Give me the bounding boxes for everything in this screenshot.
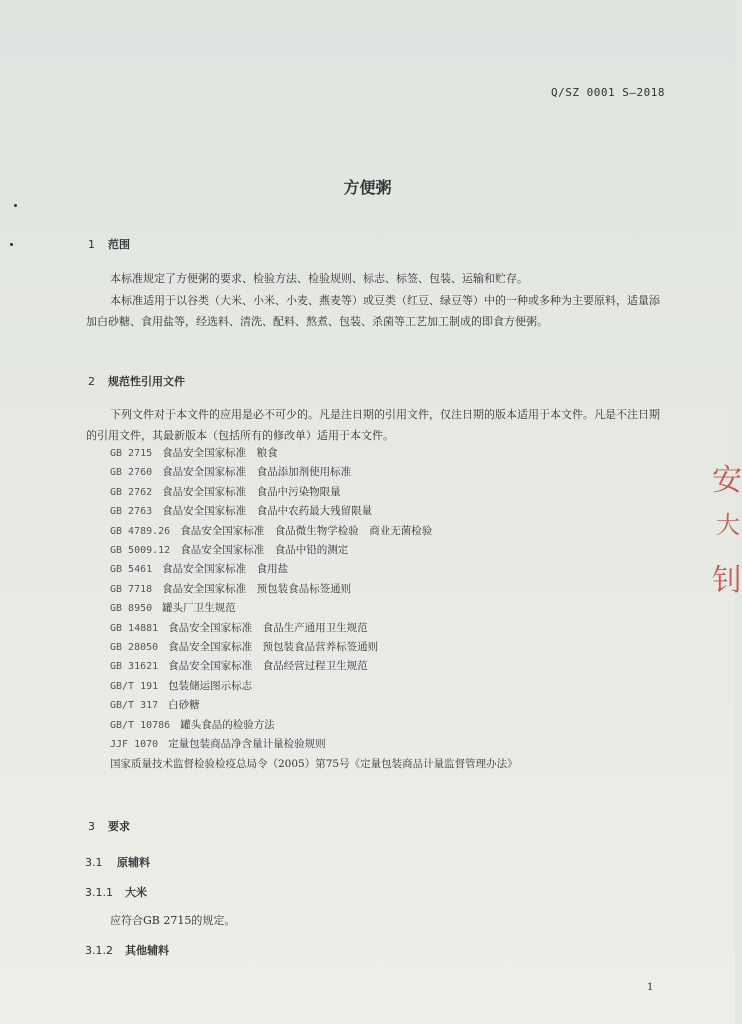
reference-title: 食品安全国家标准 食品添加剂使用标准 bbox=[162, 466, 352, 479]
reference-item bbox=[110, 522, 518, 541]
reference-item bbox=[110, 755, 518, 774]
reference-code: GB 2715 bbox=[110, 448, 153, 459]
red-seal-stamp bbox=[710, 455, 740, 605]
section-2-heading bbox=[88, 373, 185, 389]
reference-item bbox=[110, 483, 518, 502]
reference-code: GB/T 317 bbox=[110, 700, 159, 712]
reference-title: 白砂糖 bbox=[168, 699, 200, 712]
reference-title: 食品安全国家标准 食品微生物学检验 商业无菌检验 bbox=[180, 524, 433, 537]
reference-code: GB 2762 bbox=[110, 486, 153, 498]
reference-item bbox=[110, 735, 518, 754]
section-number: 3 bbox=[88, 820, 95, 833]
reference-title: 食品安全国家标准 预包装食品营养标签通则 bbox=[168, 641, 379, 654]
reference-item bbox=[110, 638, 518, 657]
reference-code: GB/T 10786 bbox=[110, 719, 171, 731]
scan-speck bbox=[10, 243, 13, 246]
reference-title: 罐头厂卫生规范 bbox=[162, 602, 236, 615]
reference-title: 定量包装商品净含量计量检验规则 bbox=[168, 738, 326, 751]
reference-code: GB 5009.12 bbox=[110, 545, 171, 557]
reference-title: 食品安全国家标准 食品中污染物限量 bbox=[162, 485, 341, 498]
reference-code: GB 28050 bbox=[110, 642, 159, 654]
section-3-1-2-heading bbox=[85, 942, 169, 958]
reference-title: 食品安全国家标准 食用盐 bbox=[162, 563, 289, 576]
reference-title: 食品安全国家标准 粮食 bbox=[162, 447, 278, 459]
section-number: 3.1.2 bbox=[85, 944, 113, 957]
section-title: 原辅料 bbox=[117, 856, 150, 869]
reference-title: 食品安全国家标准 食品中铅的测定 bbox=[180, 544, 349, 557]
reference-title: 国家质量技术监督检验检疫总局令（2005）第75号《定量包装商品计量监督管理办法》 bbox=[110, 757, 518, 770]
reference-item bbox=[110, 657, 518, 676]
reference-title: 包装储运图示标志 bbox=[168, 679, 253, 692]
reference-code: GB/T 191 bbox=[110, 680, 159, 692]
reference-title: 罐头食品的检验方法 bbox=[180, 718, 275, 731]
section-number: 1 bbox=[88, 238, 95, 251]
reference-item bbox=[110, 444, 518, 463]
page-number: 1 bbox=[647, 982, 654, 993]
reference-title: 食品安全国家标准 食品生产通用卫生规范 bbox=[168, 621, 368, 634]
reference-item bbox=[110, 599, 518, 618]
section-title: 大米 bbox=[125, 886, 147, 899]
section-number: 3.1 bbox=[85, 856, 103, 869]
section-3-heading bbox=[88, 818, 130, 834]
reference-code: GB 5461 bbox=[110, 564, 153, 576]
reference-code: GB 14881 bbox=[110, 622, 159, 634]
stamp-char: 钊 bbox=[712, 563, 742, 598]
stamp-char: 安 bbox=[712, 463, 742, 498]
reference-code: GB 4789.26 bbox=[110, 525, 171, 537]
reference-code: GB 8950 bbox=[110, 603, 153, 615]
section-title: 其他辅料 bbox=[125, 944, 169, 957]
reference-code: GB 2763 bbox=[110, 506, 153, 518]
section-title: 范围 bbox=[108, 238, 130, 251]
reference-code: JJF 1070 bbox=[110, 739, 159, 751]
section-number: 2 bbox=[88, 375, 95, 388]
reference-item bbox=[110, 560, 518, 579]
section-3-1-1-text: 应符合GB 2715的规定。 bbox=[110, 914, 236, 927]
reference-item bbox=[110, 502, 518, 521]
section-3-1-1-heading bbox=[85, 884, 147, 900]
section-3-1-heading bbox=[85, 854, 150, 870]
section-1-paragraph-1: 本标准规定了方便粥的要求、检验方法、检验规则、标志、标签、包装、运输和贮存。 bbox=[110, 272, 528, 285]
reference-item bbox=[110, 541, 518, 560]
reference-item bbox=[110, 619, 518, 638]
reference-item bbox=[110, 580, 518, 599]
reference-list bbox=[110, 444, 518, 774]
reference-title: 食品安全国家标准 食品经营过程卫生规范 bbox=[168, 660, 368, 673]
section-number: 3.1.1 bbox=[85, 886, 113, 899]
section-1-paragraph-2: 本标准适用于以谷类（大米、小米、小麦、燕麦等）或豆类（红豆、绿豆等）中的一种或多种为主要原料，适量添加白砂糖、食用盐等，经选料、清洗、配料、熬煮、包装、杀菌等工艺加工制成的即食方便粥。 bbox=[86, 294, 660, 328]
reference-code: GB 31621 bbox=[110, 661, 159, 673]
reference-item bbox=[110, 716, 518, 735]
reference-code: GB 2760 bbox=[110, 467, 153, 479]
reference-code: GB 7718 bbox=[110, 583, 153, 595]
reference-title: 食品安全国家标准 食品中农药最大残留限量 bbox=[162, 505, 373, 518]
section-2-intro: 下列文件对于本文件的应用是必不可少的。凡是注日期的引用文件，仅注日期的版本适用于本文件。凡是不注日期的引用文件，其最新版本（包括所有的修改单）适用于本文件。 bbox=[86, 408, 660, 442]
section-1-heading bbox=[88, 236, 130, 252]
reference-item bbox=[110, 677, 518, 696]
standard-number: Q/SZ 0001 S—2018 bbox=[551, 86, 665, 99]
reference-item bbox=[110, 696, 518, 715]
reference-title: 食品安全国家标准 预包装食品标签通则 bbox=[162, 582, 352, 595]
scan-speck bbox=[14, 204, 17, 207]
stamp-char: 大 bbox=[716, 511, 740, 539]
document-title: 方便粥 bbox=[343, 178, 392, 197]
section-title: 要求 bbox=[108, 820, 130, 833]
section-title: 规范性引用文件 bbox=[108, 375, 185, 388]
reference-item bbox=[110, 463, 518, 482]
